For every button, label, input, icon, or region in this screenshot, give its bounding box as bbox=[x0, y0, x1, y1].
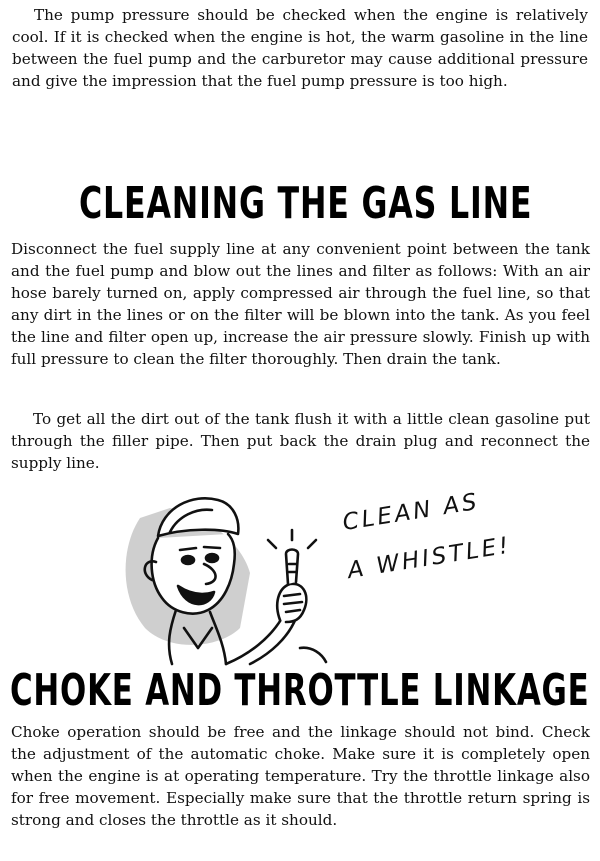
heading-choke-throttle-linkage: CHOKE AND THROTTLE LINKAGE bbox=[10, 665, 590, 716]
gas-line-paragraph-2 bbox=[11, 408, 590, 474]
handwritten-caption-line-2: A WHISTLE! bbox=[345, 532, 514, 584]
gas-line-paragraph-2-text: To get all the dirt out of the tank flush it with a little clean gasoline put through the filler pipe. Then put back the drain plug and reconnect the supply line. bbox=[11, 410, 590, 472]
handwritten-caption-line-1: CLEAN AS bbox=[340, 488, 482, 536]
intro-paragraph-text: The pump pressure should be checked when the engine is relatively cool. If it is checked when the engine is hot, the warm gasoline in the line between the fuel pump and the carburetor may cause additional pressure and give the impression that the fuel pump pressure is too high. bbox=[12, 6, 588, 90]
mechanic-cartoon-illustration bbox=[100, 478, 330, 668]
gas-line-paragraph-1: Disconnect the fuel supply line at any convenient point between the tank and the fuel pump and blow out the lines and filter as follows: With an air hose barely turned on, apply compressed air through the fuel line, so that any dirt in the lines or on the filter will be blown into the tank. As you feel the line and filter open up, increase the air pressure slowly. Finish up with full pressure to clean the filter thoroughly. Then drain the tank. bbox=[11, 240, 590, 368]
heading-cleaning-gas-line: CLEANING THE GAS LINE bbox=[79, 178, 533, 229]
intro-paragraph bbox=[12, 4, 588, 92]
choke-paragraph: Choke operation should be free and the linkage should not bind. Check the adjustment of the automatic choke. Make sure it is completely open when the engine is at operating temperature. Try the throttle linkage also for free movement. Especially make sure that the throttle return spring is strong and closes the throttle as it should. bbox=[11, 723, 590, 829]
